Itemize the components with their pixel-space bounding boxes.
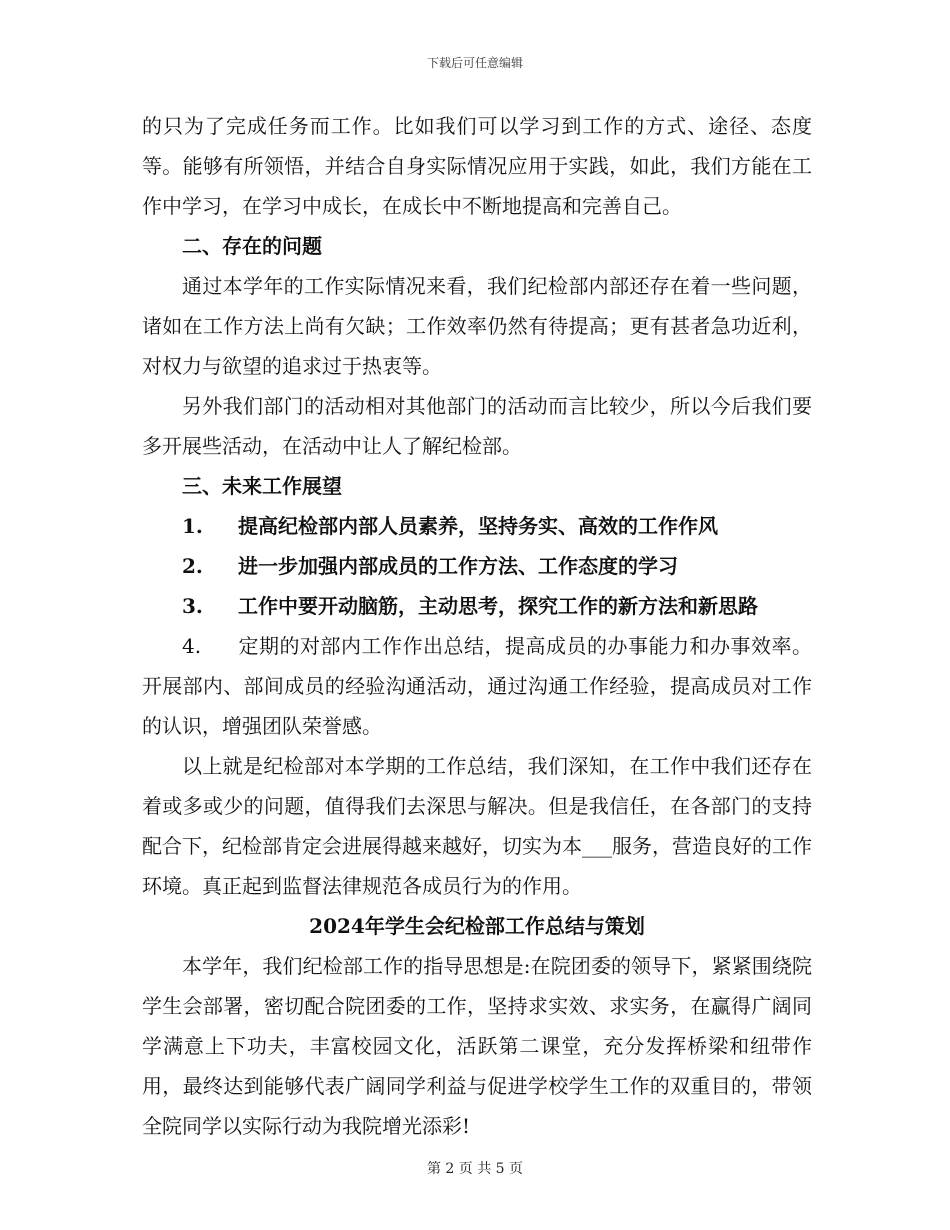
paragraph-guiding-thought: 本学年，我们纪检部工作的指导思想是:在院团委的领导下，紧紧围绕院学生会部署，密切配合院团委的工作，坚持求实效、求实务，在赢得广阔同学满意上下功夫，丰富校园文化，活跃第二课堂，充分发挥桥梁和纽带作用，最终达到能够代表广阔同学利益与促进学校学生工作的双重目的，带领全院同学以实际行动为我院增光添彩! bbox=[142, 954, 812, 1138]
list-item-text: 定期的对部内工作作出总结，提高成员的办事能力和办事效率。开展部内、部间成员的经验沟通活动，通过沟通工作经验，提高成员对工作的认识，增强团队荣誉感。 bbox=[142, 634, 812, 738]
list-item bbox=[142, 586, 812, 626]
list-item bbox=[142, 626, 812, 746]
list-item bbox=[142, 506, 812, 546]
list-item bbox=[142, 546, 812, 586]
list-item-number: 4. bbox=[182, 634, 202, 658]
list-item-text: 工作中要开动脑筋，主动思考，探究工作的新方法和新思路 bbox=[238, 594, 758, 618]
list-item-text: 提高纪检部内部人员素养，坚持务实、高效的工作作风 bbox=[238, 514, 718, 538]
section-heading-problems: 二、存在的问题 bbox=[182, 234, 322, 258]
document-title: 2024年学生会纪检部工作总结与策划 bbox=[309, 914, 645, 938]
paragraph-problems-2: 另外我们部门的活动相对其他部门的活动而言比较少，所以今后我们要多开展些活动，在活动中让人了解纪检部。 bbox=[142, 394, 812, 458]
paragraph-continuation: 的只为了完成任务而工作。比如我们可以学习到工作的方式、途径、态度等。能够有所领悟，并结合自身实际情况应用于实践，如此，我们方能在工作中学习，在学习中成长，在成长中不断地提高和完善自己。 bbox=[142, 114, 812, 218]
list-item-number: 3. bbox=[182, 594, 203, 618]
list-item-number: 1. bbox=[182, 514, 203, 538]
list-item-text: 进一步加强内部成员的工作方法、工作态度的学习 bbox=[238, 554, 678, 578]
paragraph-problems-1: 通过本学年的工作实际情况来看，我们纪检部内部还存在着一些问题，诸如在工作方法上尚有欠缺；工作效率仍然有待提高；更有甚者急功近利，对权力与欲望的追求过于热衷等。 bbox=[142, 274, 812, 378]
page-footer: 第 2 页 共 5 页 bbox=[426, 1161, 524, 1177]
list-item-number: 2. bbox=[182, 554, 203, 578]
page-header: 下载后可任意编辑 bbox=[426, 56, 523, 70]
section-heading-outlook: 三、未来工作展望 bbox=[182, 474, 342, 498]
document-body bbox=[142, 106, 812, 1146]
paragraph-closing: 以上就是纪检部对本学期的工作总结，我们深知，在工作中我们还存在着或多或少的问题，值得我们去深思与解决。但是我信任，在各部门的支持配合下，纪检部肯定会进展得越来越好，切实为本___服务，营造良好的工作环境。真正起到监督法律规范各成员行为的作用。 bbox=[142, 754, 812, 898]
